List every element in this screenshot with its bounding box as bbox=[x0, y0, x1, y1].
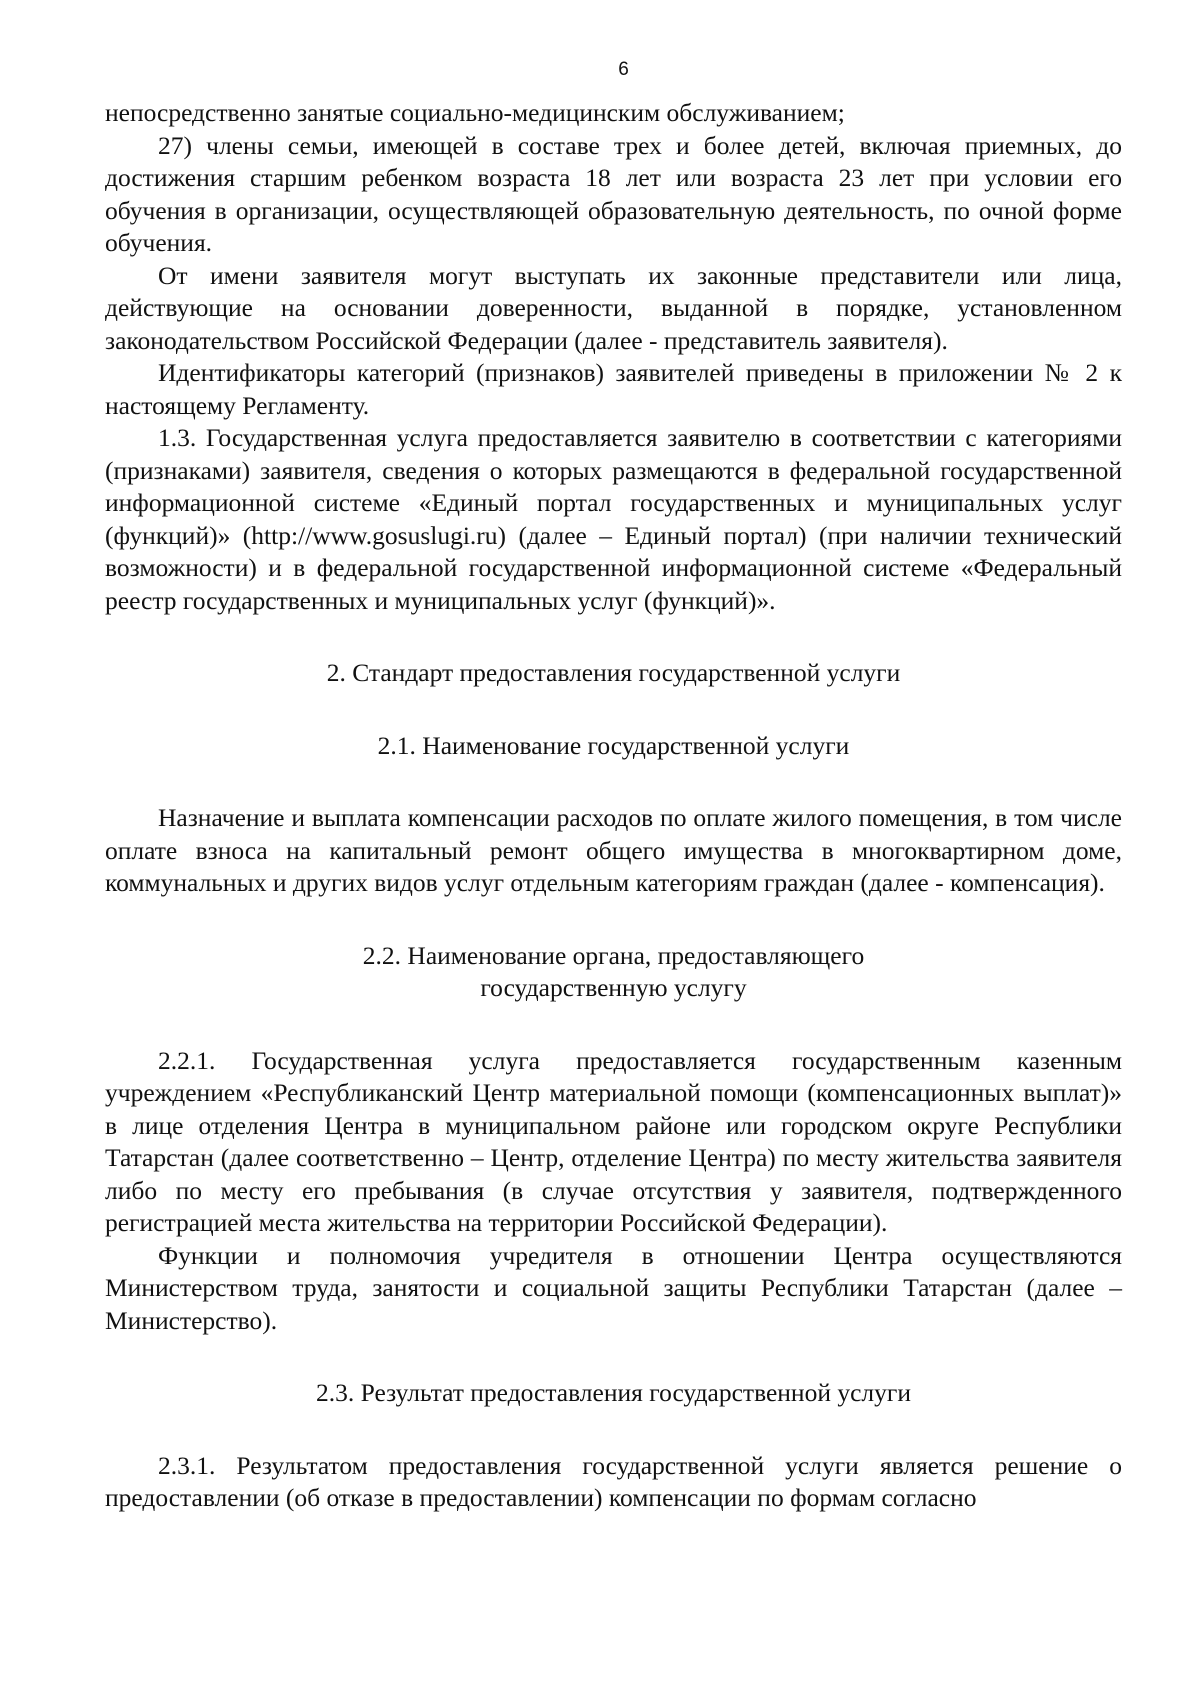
paragraph-representatives: От имени заявителя могут выступать их законные представители или лица, действующие на основании доверенности, выданной в порядке, установленном законодательством Российской Федерации (далее - представитель заявителя). bbox=[105, 260, 1122, 355]
heading-section-2: 2. Стандарт предоставления государственной услуги bbox=[326, 658, 901, 687]
paragraph-continuation: непосредственно занятые социально-медицинским обслуживанием; bbox=[105, 98, 845, 127]
heading-2-1: 2.1. Наименование государственной услуги bbox=[377, 730, 850, 760]
heading-2-2-line2: государственную услугу bbox=[480, 973, 747, 1002]
heading-2-2-line1: 2.2. Наименование органа, предоставляющего bbox=[362, 940, 865, 970]
paragraph-2-2-1: 2.2.1. Государственная услуга предоставляется государственным казенным учреждением «Республиканский Центр материальной помощи (компенсационных выплат)» в лице отделения Центра в муниципальном районе или городском округе Республики Татарстан (далее соответственно – Центр, отделение Центра) по месту жительства заявителя либо по месту его пребывания (в случае отсутствия у заявителя, подтвержденного регистрацией места жительства на территории Российской Федерации). bbox=[105, 1045, 1122, 1237]
paragraph-identifiers: Идентификаторы категорий (признаков) заявителей приведены в приложении № 2 к настоящему Регламенту. bbox=[105, 358, 1122, 420]
page-number: 6 bbox=[618, 59, 629, 80]
paragraph-1-3: 1.3. Государственная услуга предоставляется заявителю в соответствии с категориями (признаками) заявителя, сведения о которых размещаются в федеральной государственной информационной системе «Единый портал государственных и муниципальных услуг (функций)» (http://www.gosuslugi.ru) (далее – Единый портал) (при наличии технический возможности) и в федеральной государственной информационной системе «Федеральный реестр государственных и муниципальных услуг (функций)». bbox=[105, 423, 1122, 615]
paragraph-2-3-1: 2.3.1. Результатом предоставления государственной услуги является решение о предоставлении (об отказе в предоставлении) компенсации по формам согласно bbox=[105, 1450, 1122, 1512]
heading-2-3: 2.3. Результат предоставления государственной услуги bbox=[315, 1378, 912, 1407]
paragraph-item-27: 27) члены семьи, имеющей в составе трех и более детей, включая приемных, до достижения старшим ребенком возраста 18 лет или возраста 23 лет при условии его обучения в организации, осуществляющей образовательную деятельность, по очной форме обучения. bbox=[105, 130, 1122, 257]
paragraph-founder: Функции и полномочия учредителя в отношении Центра осуществляются Министерством труда, занятости и социальной защиты Республики Татарстан (далее – Министерство). bbox=[105, 1240, 1122, 1335]
paragraph-service-name: Назначение и выплата компенсации расходов по оплате жилого помещения, в том числе оплате взноса на капитальный ремонт общего имущества в многоквартирном доме, коммунальных и других видов услуг отдельным категориям граждан (далее - компенсация). bbox=[105, 803, 1122, 897]
